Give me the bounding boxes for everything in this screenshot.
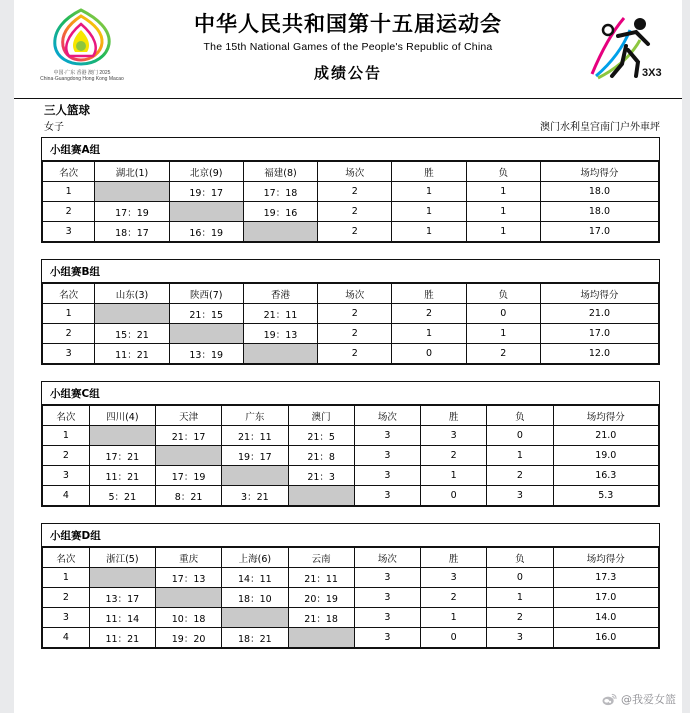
cell-loss: 0 (487, 426, 553, 446)
svg-text:3X3: 3X3 (642, 67, 662, 79)
cell-avg: 21.0 (553, 426, 658, 446)
col-games: 场次 (318, 284, 392, 304)
cell-score: 18：17 (95, 222, 169, 242)
cell-rank: 2 (43, 588, 90, 608)
cell-score: 19：20 (155, 628, 221, 648)
cell-rank: 1 (43, 568, 90, 588)
cell-avg: 5.3 (553, 486, 658, 506)
cell-score: 17：18 (243, 182, 317, 202)
table-row (43, 466, 659, 486)
cell-score: 20：19 (288, 588, 354, 608)
standings-table (42, 405, 659, 506)
cell-loss: 3 (487, 628, 553, 648)
watermark (602, 691, 676, 707)
cell-games: 2 (318, 344, 392, 364)
cell-score: 14：11 (222, 568, 288, 588)
col-rank: 名次 (43, 548, 90, 568)
col-rank: 名次 (43, 406, 90, 426)
cell-loss: 3 (487, 486, 553, 506)
cell-avg: 14.0 (553, 608, 658, 628)
cell-self (288, 486, 354, 506)
table-row (43, 222, 659, 242)
document-content (14, 0, 682, 713)
col-team-0: 四川(4) (89, 406, 155, 426)
col-team-2: 上海(6) (222, 548, 288, 568)
cell-games: 2 (318, 222, 392, 242)
venue-label: 澳门水利皇宫南门户外車坪 (540, 122, 660, 133)
col-rank: 名次 (43, 162, 95, 182)
col-win: 胜 (421, 406, 487, 426)
col-team-1: 天津 (155, 406, 221, 426)
cell-games: 3 (354, 628, 420, 648)
cell-avg: 17.0 (553, 588, 658, 608)
cell-score: 15：21 (95, 324, 169, 344)
cell-rank: 3 (43, 466, 90, 486)
cell-avg: 17.3 (553, 568, 658, 588)
cell-avg: 16.0 (553, 628, 658, 648)
cell-win: 1 (421, 466, 487, 486)
3x3-basketball-pictogram (578, 10, 664, 88)
col-team-2: 广东 (222, 406, 288, 426)
cell-loss: 1 (466, 324, 540, 344)
cell-rank: 2 (43, 324, 95, 344)
cell-win: 2 (421, 446, 487, 466)
emblem-caption-en: China·Guangdong Hong Kong Macao (40, 76, 124, 83)
cell-self (89, 568, 155, 588)
col-team-3: 云南 (288, 548, 354, 568)
cell-self (222, 608, 288, 628)
cell-rank: 1 (43, 304, 95, 324)
table-header-row (43, 406, 659, 426)
cell-loss: 0 (487, 568, 553, 588)
cell-win: 0 (392, 344, 466, 364)
group-table (41, 523, 660, 649)
cell-loss: 1 (487, 446, 553, 466)
col-team-2: 福建(8) (243, 162, 317, 182)
cell-self (95, 304, 169, 324)
cell-loss: 2 (466, 344, 540, 364)
page-title-cn: 中华人民共和国第十五届运动会 (194, 12, 502, 36)
group-tables (14, 137, 682, 649)
page-margin-right (682, 0, 690, 713)
cell-games: 3 (354, 486, 420, 506)
col-win: 胜 (392, 162, 466, 182)
table-row (43, 202, 659, 222)
col-team-0: 湖北(1) (95, 162, 169, 182)
page-title-en: The 15th National Games of the People's Republic of China (203, 41, 493, 53)
cell-score: 19：17 (169, 182, 243, 202)
cell-avg: 19.0 (553, 446, 658, 466)
col-loss: 负 (487, 406, 553, 426)
cell-win: 3 (421, 426, 487, 446)
cell-avg: 12.0 (540, 344, 658, 364)
table-row (43, 446, 659, 466)
pictogram-graphic (578, 10, 664, 88)
cell-games: 2 (318, 182, 392, 202)
cell-score: 21：15 (169, 304, 243, 324)
table-row (43, 182, 659, 202)
page-margin-left (0, 0, 14, 713)
group-title: 小组赛C组 (42, 382, 659, 405)
cell-win: 2 (421, 588, 487, 608)
cell-avg: 17.0 (540, 324, 658, 344)
table-row (43, 628, 659, 648)
cell-score: 13：17 (89, 588, 155, 608)
table-row (43, 344, 659, 364)
col-loss: 负 (487, 548, 553, 568)
cell-score: 17：19 (155, 466, 221, 486)
cell-self (222, 466, 288, 486)
sport-name: 三人篮球 (44, 103, 90, 117)
cell-games: 3 (354, 608, 420, 628)
cell-self (155, 588, 221, 608)
cell-score: 21：11 (222, 426, 288, 446)
cell-rank: 1 (43, 182, 95, 202)
gender-label: 女子 (44, 122, 64, 133)
table-header-row (43, 162, 659, 182)
table-row (43, 608, 659, 628)
cell-loss: 1 (466, 222, 540, 242)
cell-avg: 18.0 (540, 202, 658, 222)
group-table (41, 259, 660, 365)
table-row (43, 568, 659, 588)
col-avg: 场均得分 (553, 406, 658, 426)
group-title: 小组赛D组 (42, 524, 659, 547)
cell-score: 8：21 (155, 486, 221, 506)
cell-score: 11：21 (89, 628, 155, 648)
cell-score: 17：21 (89, 446, 155, 466)
cell-self (169, 202, 243, 222)
standings-table (42, 547, 659, 648)
cell-score: 11：14 (89, 608, 155, 628)
col-games: 场次 (354, 548, 420, 568)
weibo-icon (602, 693, 617, 706)
cell-score: 17：13 (155, 568, 221, 588)
cell-score: 11：21 (89, 466, 155, 486)
standings-table (42, 161, 659, 242)
cell-win: 1 (392, 222, 466, 242)
col-games: 场次 (318, 162, 392, 182)
col-team-0: 山东(3) (95, 284, 169, 304)
cell-score: 13：19 (169, 344, 243, 364)
cell-score: 21：8 (288, 446, 354, 466)
cell-win: 0 (421, 486, 487, 506)
table-row (43, 304, 659, 324)
cell-score: 11：21 (95, 344, 169, 364)
col-games: 场次 (354, 406, 420, 426)
cell-rank: 3 (43, 222, 95, 242)
cell-games: 3 (354, 568, 420, 588)
col-avg: 场均得分 (540, 162, 658, 182)
col-avg: 场均得分 (540, 284, 658, 304)
cell-score: 10：18 (155, 608, 221, 628)
cell-score: 3：21 (222, 486, 288, 506)
cell-avg: 17.0 (540, 222, 658, 242)
cell-score: 21：5 (288, 426, 354, 446)
cell-self (89, 426, 155, 446)
cell-games: 3 (354, 466, 420, 486)
cell-loss: 2 (487, 466, 553, 486)
col-team-1: 重庆 (155, 548, 221, 568)
cell-rank: 4 (43, 628, 90, 648)
cell-score: 21：11 (288, 568, 354, 588)
cell-games: 3 (354, 426, 420, 446)
table-row (43, 426, 659, 446)
cell-avg: 18.0 (540, 182, 658, 202)
cell-loss: 1 (466, 182, 540, 202)
col-win: 胜 (392, 284, 466, 304)
cell-win: 2 (392, 304, 466, 324)
cell-win: 1 (392, 324, 466, 344)
cell-score: 19：16 (243, 202, 317, 222)
event-info (14, 99, 682, 137)
cell-avg: 16.3 (553, 466, 658, 486)
col-avg: 场均得分 (553, 548, 658, 568)
table-row (43, 588, 659, 608)
cell-loss: 1 (487, 588, 553, 608)
cell-self (95, 182, 169, 202)
cell-score: 18：21 (222, 628, 288, 648)
col-team-2: 香港 (243, 284, 317, 304)
cell-win: 1 (392, 182, 466, 202)
cell-rank: 4 (43, 486, 90, 506)
cell-rank: 2 (43, 202, 95, 222)
col-team-1: 北京(9) (169, 162, 243, 182)
col-team-3: 澳门 (288, 406, 354, 426)
cell-win: 1 (392, 202, 466, 222)
cell-self (288, 628, 354, 648)
cell-games: 3 (354, 446, 420, 466)
cell-score: 21：18 (288, 608, 354, 628)
cell-score: 19：13 (243, 324, 317, 344)
group-title: 小组赛A组 (42, 138, 659, 161)
cell-score: 21：11 (243, 304, 317, 324)
cell-score: 21：17 (155, 426, 221, 446)
cell-score: 5：21 (89, 486, 155, 506)
table-header-row (43, 284, 659, 304)
standings-table (42, 283, 659, 364)
cell-score: 19：17 (222, 446, 288, 466)
cell-games: 2 (318, 324, 392, 344)
cell-rank: 2 (43, 446, 90, 466)
cell-self (243, 222, 317, 242)
cell-loss: 1 (466, 202, 540, 222)
cell-win: 1 (421, 608, 487, 628)
table-header-row (43, 548, 659, 568)
table-row (43, 324, 659, 344)
cell-loss: 2 (487, 608, 553, 628)
document-header (14, 0, 682, 99)
cell-rank: 3 (43, 608, 90, 628)
col-team-1: 陕西(7) (169, 284, 243, 304)
table-row (43, 486, 659, 506)
page-subtitle: 成绩公告 (313, 64, 382, 82)
cell-games: 2 (318, 304, 392, 324)
col-loss: 负 (466, 284, 540, 304)
group-table (41, 381, 660, 507)
cell-rank: 1 (43, 426, 90, 446)
cell-games: 3 (354, 588, 420, 608)
cell-win: 3 (421, 568, 487, 588)
emblem-caption-cn: 中国·广东 香港 澳门 2025 (53, 70, 111, 76)
group-table (41, 137, 660, 243)
cell-avg: 21.0 (540, 304, 658, 324)
cell-score: 18：10 (222, 588, 288, 608)
cell-games: 2 (318, 202, 392, 222)
cell-self (155, 446, 221, 466)
cell-score: 17：19 (95, 202, 169, 222)
cell-win: 0 (421, 628, 487, 648)
cell-rank: 3 (43, 344, 95, 364)
cell-self (169, 324, 243, 344)
cell-score: 16：19 (169, 222, 243, 242)
cell-score: 21：3 (288, 466, 354, 486)
cell-self (243, 344, 317, 364)
col-team-0: 浙江(5) (89, 548, 155, 568)
group-title: 小组赛B组 (42, 260, 659, 283)
col-rank: 名次 (43, 284, 95, 304)
col-loss: 负 (466, 162, 540, 182)
col-win: 胜 (421, 548, 487, 568)
watermark-text: @我爱女篮 (621, 693, 676, 706)
cell-loss: 0 (466, 304, 540, 324)
